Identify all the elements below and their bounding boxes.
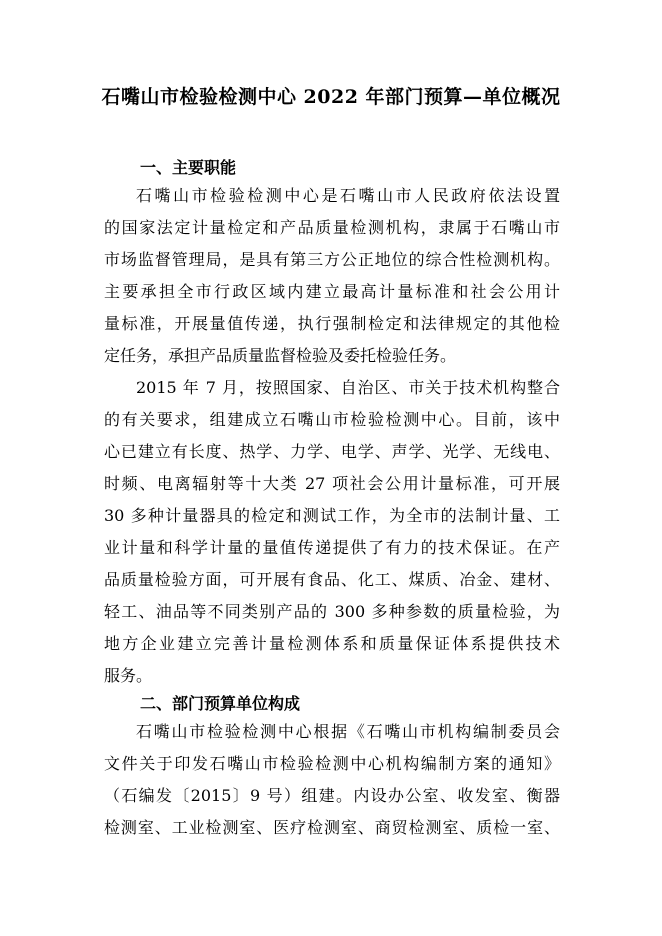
paragraph-line: 文件关于印发石嘴山市检验检测中心机构编制方案的通知》 [104,754,560,773]
paragraph-line: 检测室、工业检测室、医疗检测室、商贸检测室、质检一室、 [104,818,560,837]
paragraph-line: （石编发〔2015〕9 号）组建。内设办公室、收发室、衡器 [104,786,560,805]
paragraph-line: 石嘴山市检验检测中心根据《石嘴山市机构编制委员会 [136,722,560,741]
document-title: 石嘴山市检验检测中心 2022 年部门预算—单位概况 [101,86,561,108]
paragraph-line: 定任务，承担产品质量监督检验及委托检验任务。 [104,346,457,365]
paragraph-line: 轻工、油品等不同类别产品的 300 多种参数的质量检验，为 [104,602,560,621]
paragraph-line: 量标准，开展量值传递，执行强制检定和法律规定的其他检 [104,314,560,333]
paragraph-line: 心已建立有长度、热学、力学、电学、声学、光学、无线电、 [104,442,560,461]
section-heading-main-functions: 一、主要职能 [140,158,237,177]
paragraph-line: 时频、电离辐射等十大类 27 项社会公用计量标准，可开展 [104,474,560,493]
paragraph-line: 品质量检验方面，可开展有食品、化工、煤质、冶金、建材、 [104,570,560,589]
paragraph-line: 市场监督管理局，是具有第三方公正地位的综合性检测机构。 [104,250,560,269]
paragraph-line: 地方企业建立完善计量检测体系和质量保证体系提供技术 [104,634,560,653]
paragraph-line: 2015 年 7 月，按照国家、自治区、市关于技术机构整合 [136,378,560,397]
paragraph-line: 30 多种计量器具的检定和测试工作，为全市的法制计量、工 [104,506,560,525]
paragraph-line: 业计量和科学计量的量值传递提供了有力的技术保证。在产 [104,538,560,557]
paragraph-line: 石嘴山市检验检测中心是石嘴山市人民政府依法设置 [136,186,560,205]
paragraph-line: 的有关要求，组建成立石嘴山市检验检测中心。目前，该中 [104,410,560,429]
paragraph-line: 的国家法定计量检定和产品质量检测机构，隶属于石嘴山市 [104,218,560,237]
paragraph-line: 主要承担全市行政区域内建立最高计量标准和社会公用计 [104,282,560,301]
paragraph-line: 服务。 [104,666,153,685]
section-heading-budget-units: 二、部门预算单位构成 [140,694,301,713]
